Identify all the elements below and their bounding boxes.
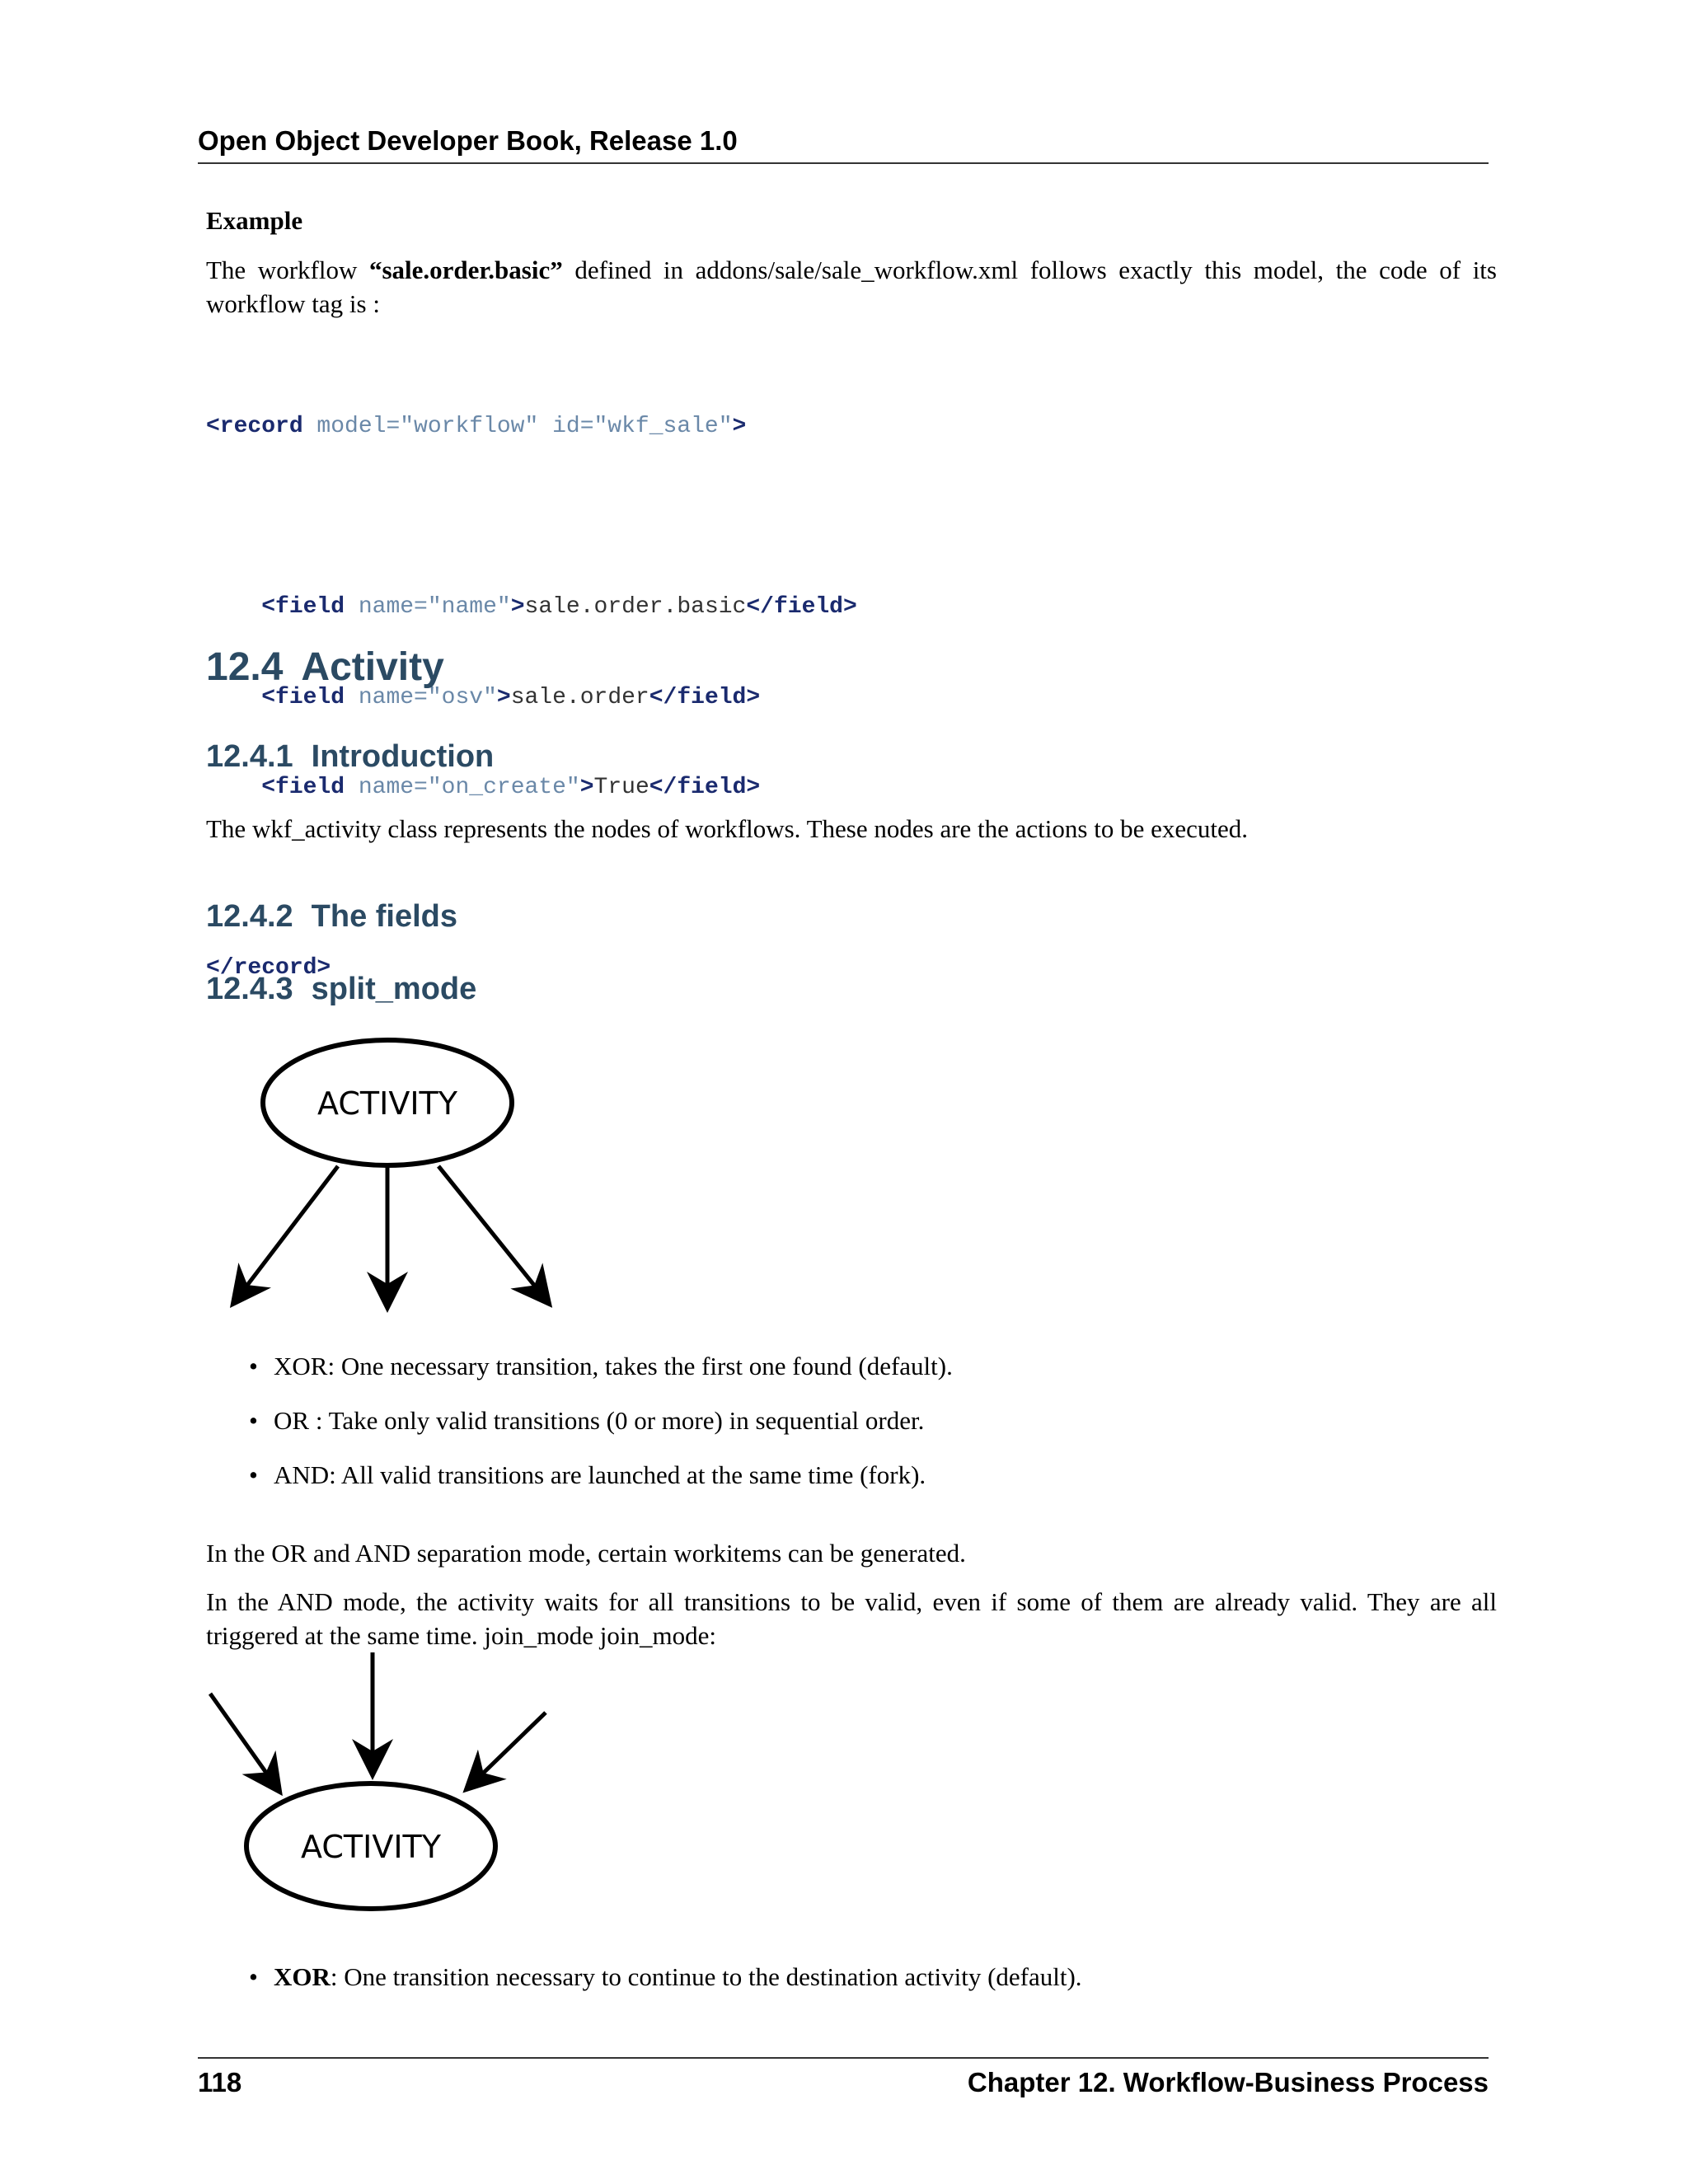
code-tag: > [496, 684, 511, 710]
code-tag: </field> [649, 684, 761, 710]
list-item-text: : One transition necessary to continue to the destination activity (default). [330, 1962, 1082, 1991]
code-line [206, 773, 1497, 804]
header-rule [198, 162, 1489, 164]
code-value: "name" [427, 594, 511, 620]
list-item [206, 1458, 953, 1492]
subsection-number: 12.4.1 [206, 739, 293, 774]
or-and-paragraph: In the OR and AND separation mode, certain workitems can be generated. [206, 1539, 966, 1568]
introduction-paragraph: The wkf_activity class represents the nodes of workflows. These nodes are the actions to be executed. [206, 814, 1248, 843]
code-attr: name= [345, 775, 428, 800]
incoming-arrow-left [210, 1694, 280, 1793]
example-paragraph [206, 253, 1497, 321]
code-line-blank [206, 503, 1497, 533]
example-heading: Example [206, 206, 303, 235]
code-text: sale.order.basic [524, 594, 747, 620]
join-mode-list [206, 1960, 1082, 2014]
code-value: "osv" [427, 684, 497, 710]
list-item [206, 1349, 953, 1383]
code-line-blank [206, 864, 1497, 894]
code-text: True [593, 775, 649, 800]
split-mode-diagram [223, 1030, 569, 1319]
code-attr: name= [345, 684, 428, 710]
code-text: sale.order [510, 684, 649, 710]
code-tag: > [579, 775, 594, 800]
join-mode-diagram [198, 1648, 560, 1920]
incoming-arrow-right [466, 1713, 546, 1790]
running-header: Open Object Developer Book, Release 1.0 [198, 125, 738, 156]
outgoing-arrow-right [438, 1166, 550, 1305]
subsection-heading-introduction [206, 739, 494, 775]
code-tag: </field> [746, 594, 857, 620]
page-number: 118 [198, 2067, 242, 2097]
code-tag: <record [206, 414, 303, 439]
example-text-after: defined in addons/sale/sale_workflow.xml follows exactly this model, the code of its workflow tag is : [206, 255, 1497, 318]
outgoing-arrow-left [232, 1166, 338, 1305]
split-mode-list [206, 1349, 953, 1512]
footer-rule [198, 2057, 1489, 2059]
code-indent [206, 775, 261, 800]
section-title: Activity [301, 645, 444, 689]
code-tag: <field [261, 775, 345, 800]
list-item-term: XOR [274, 1962, 331, 1991]
list-item [206, 1960, 1082, 1994]
subsection-heading-split-mode [206, 972, 476, 1007]
subsection-title: Introduction [311, 739, 495, 774]
subsection-title: split_mode [311, 972, 477, 1006]
subsection-number: 12.4.2 [206, 899, 293, 934]
and-mode-paragraph: In the AND mode, the activity waits for all transitions to be valid, even if some of them are already valid. They are all triggered at the same time. join_mode join_mode: [206, 1587, 1497, 1650]
subsection-number: 12.4.3 [206, 972, 293, 1006]
code-tag: > [732, 414, 747, 439]
bullet-mark: • [249, 1406, 258, 1435]
subsection-heading-fields [206, 899, 457, 935]
section-number: 12.4 [206, 645, 284, 689]
code-attr: model= [302, 414, 401, 439]
code-tag: <field [261, 594, 345, 620]
workflow-name: “sale.order.basic” [368, 255, 563, 284]
code-value: "on_create" [427, 775, 580, 800]
list-item-text: XOR: One necessary transition, takes the first one found (default). [274, 1352, 953, 1380]
list-item [206, 1404, 953, 1437]
bullet-mark: • [249, 1352, 258, 1380]
list-item-text: AND: All valid transitions are launched at the same time (fork). [274, 1460, 926, 1489]
code-tag: > [510, 594, 525, 620]
chapter-title: Chapter 12. Workflow-Business Process [967, 2067, 1489, 2097]
code-value: "workflow" [400, 414, 539, 439]
section-heading [206, 644, 444, 690]
example-text-before: The workflow [206, 255, 369, 284]
code-attr: name= [345, 594, 428, 620]
activity-label: ACTIVITY [301, 1829, 441, 1865]
code-tag: </record> [206, 955, 331, 981]
subsection-title: The fields [311, 899, 458, 934]
code-value: "wkf_sale" [593, 414, 733, 439]
activity-label: ACTIVITY [317, 1085, 457, 1122]
code-indent [206, 594, 261, 620]
code-line [206, 412, 1497, 443]
bullet-mark: • [249, 1460, 258, 1489]
bullet-mark: • [249, 1962, 258, 1991]
code-block [206, 352, 1497, 1044]
code-tag: <field [261, 684, 345, 710]
code-tag: </field> [649, 775, 761, 800]
code-line [206, 593, 1497, 623]
list-item-text: OR : Take only valid transitions (0 or more) in sequential order. [274, 1406, 925, 1435]
code-attr: id= [538, 414, 594, 439]
